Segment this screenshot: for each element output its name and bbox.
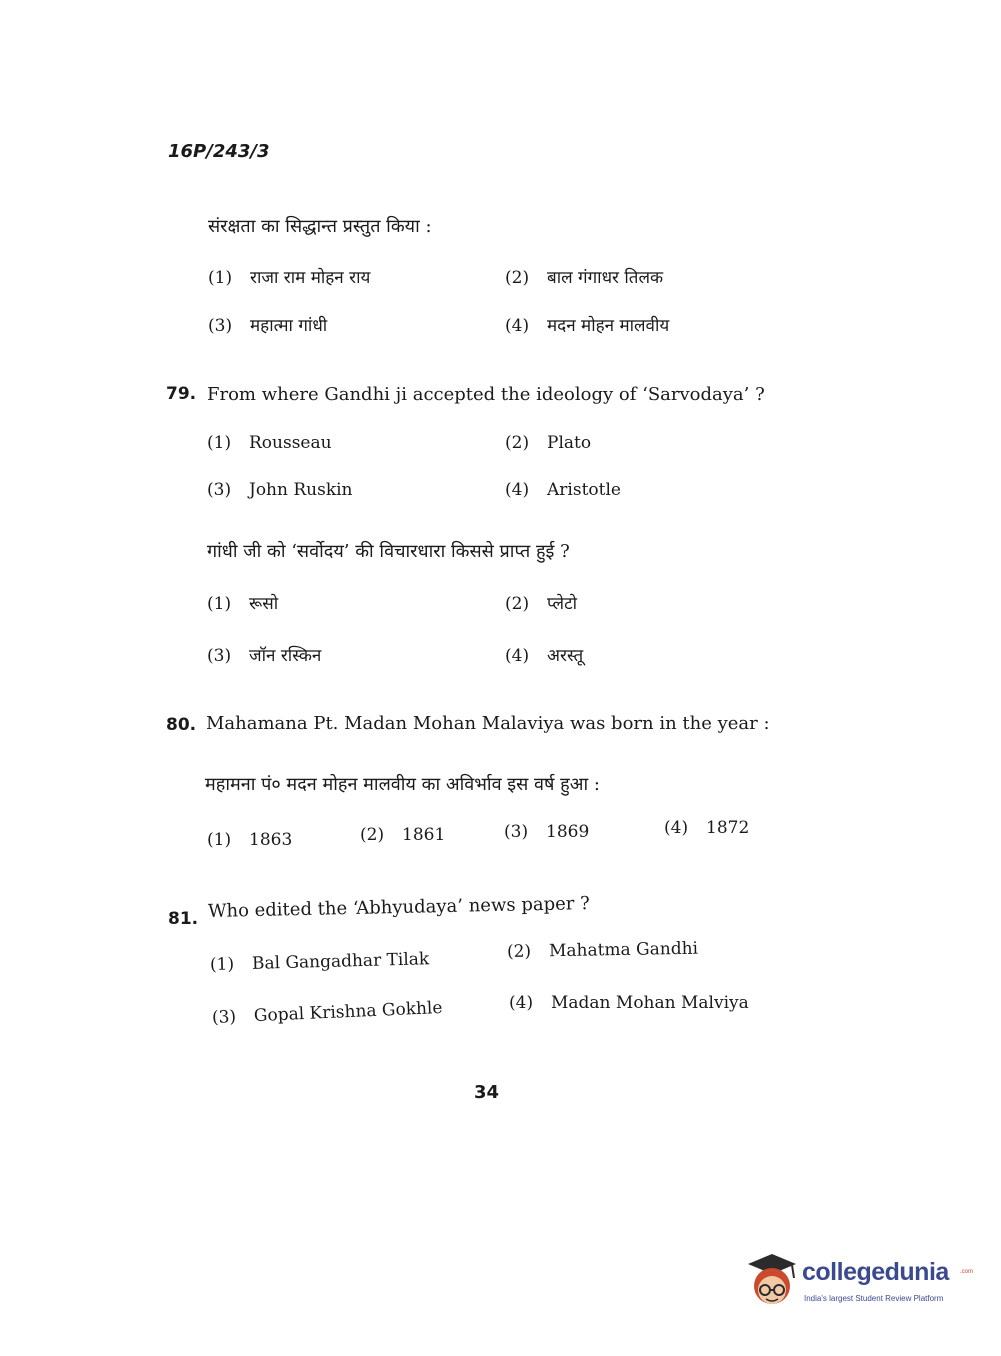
option-number: (1) <box>207 830 232 850</box>
option-number: (2) <box>505 433 530 453</box>
q78-option-2 <box>505 265 663 288</box>
q78-option-3 <box>208 313 327 336</box>
option-number: (3) <box>504 822 529 842</box>
option-text: Gopal Krishna Gokhle <box>253 997 443 1027</box>
q81-number: 81. <box>168 909 199 929</box>
q79-hindi-option-4 <box>505 643 583 666</box>
option-text: 1861 <box>402 825 446 845</box>
option-number: (2) <box>505 594 530 614</box>
q78-option-1 <box>208 265 370 288</box>
brand-name: collegedunia <box>802 1258 949 1286</box>
q79-option-2 <box>505 433 591 453</box>
option-number: (3) <box>208 316 233 336</box>
q80-number: 80. <box>166 715 197 735</box>
q81-option-2 <box>507 939 698 962</box>
q81-option-4 <box>509 993 749 1013</box>
option-number: (1) <box>207 433 232 453</box>
q80-option-4 <box>664 818 749 838</box>
option-text: राजा राम मोहन राय <box>250 268 371 288</box>
option-number: (3) <box>207 480 232 500</box>
option-number: (2) <box>360 825 385 845</box>
q79-hindi-option-3 <box>207 643 321 666</box>
paper-code: 16P/243/3 <box>168 141 270 162</box>
q79-hindi-option-2 <box>505 591 577 614</box>
q81-option-1 <box>210 949 430 975</box>
option-text: 1872 <box>706 818 750 838</box>
option-number: (1) <box>209 954 235 975</box>
option-number: (3) <box>207 646 232 666</box>
option-text: बाल गंगाधर तिलक <box>547 268 664 288</box>
q79-option-3 <box>207 480 353 500</box>
student-mascot-icon <box>742 1252 800 1312</box>
option-number: (4) <box>509 993 534 1013</box>
option-number: (4) <box>505 316 530 336</box>
q80-option-1 <box>207 830 292 850</box>
option-text: मदन मोहन मालवीय <box>547 316 670 336</box>
option-number: (1) <box>208 268 233 288</box>
option-text: Madan Mohan Malviya <box>551 993 749 1013</box>
q79-stem-english: From where Gandhi ji accepted the ideology of ‘Sarvodaya’ ? <box>207 384 765 405</box>
q78-option-4 <box>505 313 669 336</box>
collegedunia-logo <box>742 1252 974 1312</box>
option-text: अरस्तू <box>547 646 584 666</box>
q80-option-2 <box>360 825 445 845</box>
option-text: महात्मा गांधी <box>250 316 328 336</box>
option-number: (4) <box>505 646 530 666</box>
q79-option-4 <box>505 480 621 500</box>
option-number: (4) <box>664 818 689 838</box>
option-text: Mahatma Gandhi <box>548 938 699 962</box>
option-text: Plato <box>547 433 592 453</box>
brand-tagline: India's largest Student Review Platform <box>804 1294 944 1303</box>
q81-option-3 <box>212 998 443 1028</box>
option-text: John Ruskin <box>249 480 353 500</box>
q78-hindi-stem: संरक्षता का सिद्धान्त प्रस्तुत किया : <box>208 216 432 237</box>
q79-number: 79. <box>166 384 197 404</box>
option-text: Rousseau <box>249 433 332 453</box>
brand-domain-suffix: .com <box>960 1269 974 1275</box>
q80-stem-hindi: महामना पं० मदन मोहन मालवीय का अविर्भाव इस वर्ष हुआ : <box>205 774 600 795</box>
q81-stem: Who edited the ‘Abhyudaya’ news paper ? <box>207 893 590 922</box>
option-text: रूसो <box>249 594 279 614</box>
q79-option-1 <box>207 433 332 453</box>
q79-stem-hindi: गांधी जी को ‘सर्वोदय’ की विचारधारा किससे प्राप्त हुई ? <box>207 541 570 562</box>
option-text: Bal Gangadhar Tilak <box>251 949 430 974</box>
option-number: (3) <box>211 1006 237 1028</box>
page-number: 34 <box>474 1082 500 1103</box>
option-text: 1863 <box>249 830 293 850</box>
q80-option-3 <box>504 822 589 842</box>
option-text: Aristotle <box>547 480 621 500</box>
option-number: (1) <box>207 594 232 614</box>
option-text: प्लेटो <box>547 594 578 614</box>
option-number: (4) <box>505 480 530 500</box>
q79-hindi-option-1 <box>207 591 278 614</box>
option-text: 1869 <box>546 822 590 842</box>
option-number: (2) <box>505 268 530 288</box>
option-text: जॉन रस्किन <box>249 646 322 666</box>
q80-stem-english: Mahamana Pt. Madan Mohan Malaviya was born in the year : <box>206 713 770 734</box>
option-number: (2) <box>506 941 532 962</box>
